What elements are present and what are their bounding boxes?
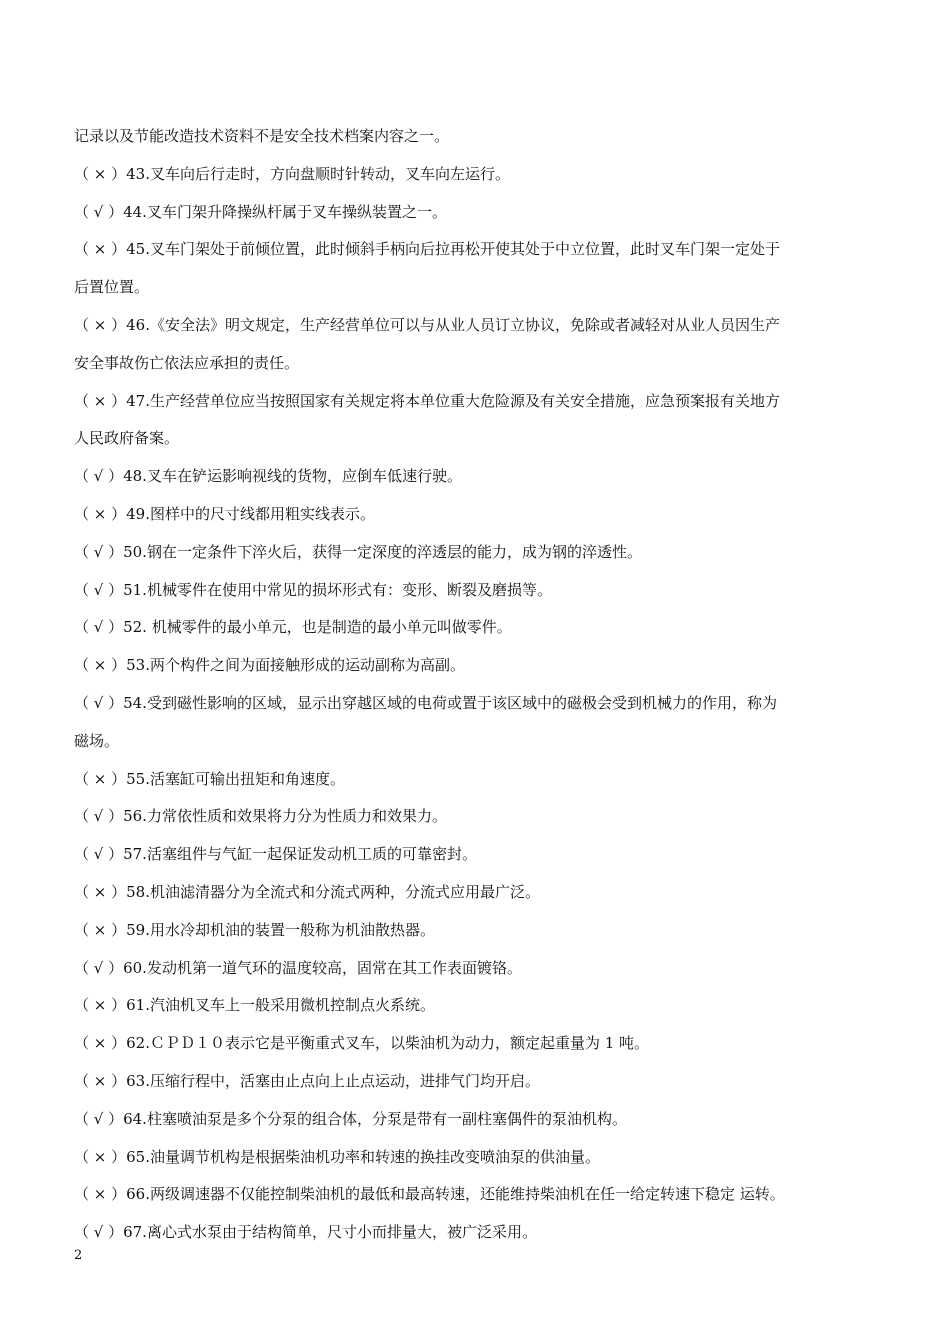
question-45-continued: 后置位置。 <box>74 278 150 297</box>
document-body <box>74 118 874 1252</box>
question-51: （ √ ）51.机械零件在使用中常见的损坏形式有：变形、断裂及磨损等。 <box>74 580 552 599</box>
question-46-continued: 安全事故伤亡依法应承担的责任。 <box>74 353 300 372</box>
question-47-continued: 人民政府备案。 <box>74 429 180 448</box>
question-53: （ × ）53.两个构件之间为面接触形成的运动副称为高副。 <box>74 656 465 675</box>
question-65: （ × ）65.油量调节机构是根据柴油机功率和转速的换挂改变喷油泵的供油量。 <box>74 1147 600 1166</box>
question-67: （ √ ）67.离心式水泵由于结构简单，尺寸小而排量大，被广泛采用。 <box>74 1223 537 1242</box>
question-52: （ √ ）52. 机械零件的最小单元，也是制造的最小单元叫做零件。 <box>74 618 512 637</box>
question-46: （ × ）46.《安全法》明文规定，生产经营单位可以与从业人员订立协议，免除或者减轻对从业人员因生产 <box>74 315 780 334</box>
question-48: （ √ ）48.叉车在铲运影响视线的货物，应倒车低速行驶。 <box>74 467 462 486</box>
question-54: （ √ ）54.受到磁性影响的区域，显示出穿越区域的电荷或置于该区域中的磁极会受到机械力的作用，称为 <box>74 693 777 712</box>
question-64: （ √ ）64.柱塞喷油泵是多个分泵的组合体，分泵是带有一副柱塞偶件的泵油机构。 <box>74 1109 627 1128</box>
question-59: （ × ）59.用水冷却机油的装置一般称为机油散热器。 <box>74 920 435 939</box>
question-56: （ √ ）56.力常依性质和效果将力分为性质力和效果力。 <box>74 807 447 826</box>
question-54-continued: 磁场。 <box>74 731 120 750</box>
question-63: （ × ）63.压缩行程中，活塞由止点向上止点运动，进排气门均开启。 <box>74 1071 540 1090</box>
question-49: （ × ）49.图样中的尺寸线都用粗实线表示。 <box>74 504 375 523</box>
question-58: （ × ）58.机油滤清器分为全流式和分流式两种，分流式应用最广泛。 <box>74 882 540 901</box>
question-66: （ × ）66.两级调速器不仅能控制柴油机的最低和最高转速，还能维持柴油机在任一给定转速下稳定 运转。 <box>74 1185 785 1204</box>
question-62: （ × ）62.ＣＰＤ１０表示它是平衡重式叉车，以柴油机为动力，额定起重量为 1 吨。 <box>74 1034 650 1053</box>
question-57: （ √ ）57.活塞组件与气缸一起保证发动机工质的可靠密封。 <box>74 845 477 864</box>
question-50: （ √ ）50.钢在一定条件下淬火后，获得一定深度的淬透层的能力，成为钢的淬透性。 <box>74 542 642 561</box>
question-45: （ × ）45.叉车门架处于前倾位置，此时倾斜手柄向后拉再松开使其处于中立位置，此时叉车门架一定处于 <box>74 240 780 259</box>
text-line: 记录以及节能改造技术资料不是安全技术档案内容之一。 <box>74 127 450 145</box>
page-number: 2 <box>74 1248 83 1263</box>
question-47: （ × ）47.生产经营单位应当按照国家有关规定将本单位重大危险源及有关安全措施，应急预案报有关地方 <box>74 391 780 410</box>
question-44: （ √ ）44.叉车门架升降操纵杆属于叉车操纵装置之一。 <box>74 202 447 221</box>
question-55: （ × ）55.活塞缸可输出扭矩和角速度。 <box>74 769 345 788</box>
question-43: （ × ）43.叉车向后行走时，方向盘顺时针转动，叉车向左运行。 <box>74 164 510 183</box>
question-60: （ √ ）60.发动机第一道气环的温度较高，固常在其工作表面镀铬。 <box>74 958 522 977</box>
question-61: （ × ）61.汽油机叉车上一般采用微机控制点火系统。 <box>74 996 435 1015</box>
